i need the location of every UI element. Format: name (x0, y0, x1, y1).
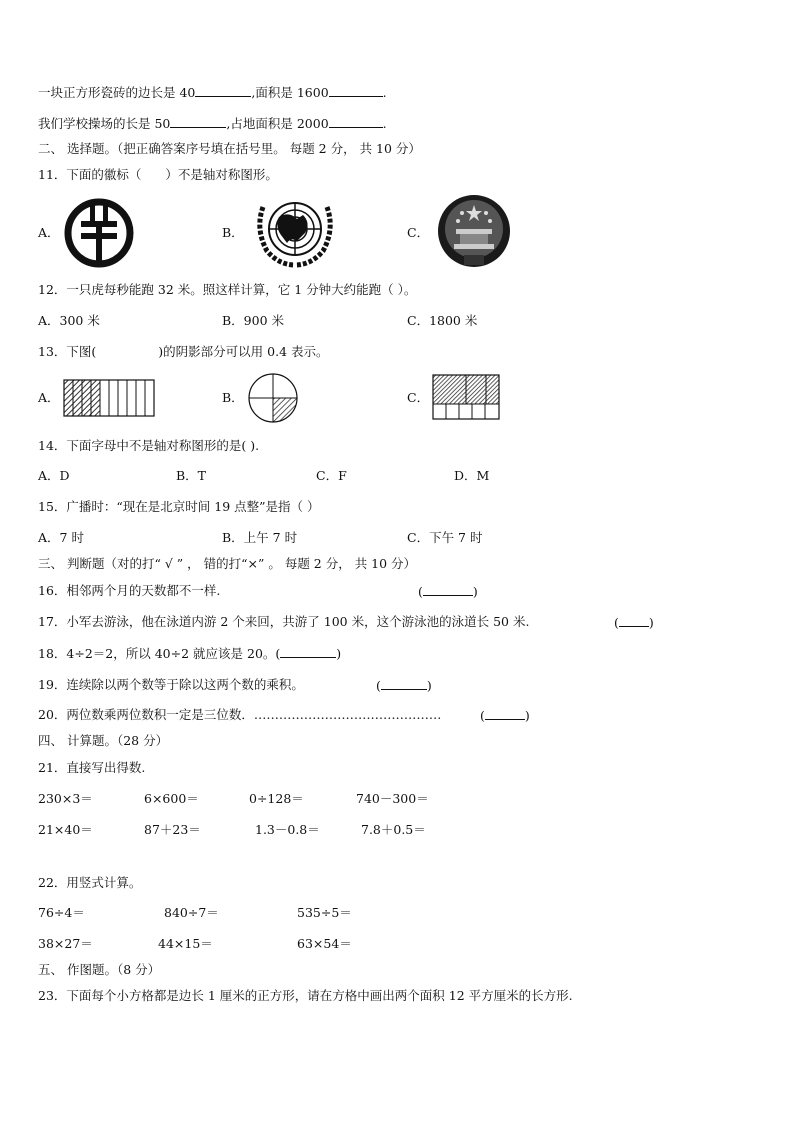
section-3-title: 三、 判断题（对的打“ √ ” ， 错的打“×” 。 每题 2 分， 共 10 分） (38, 556, 417, 571)
q11-label-c[interactable]: C． (407, 225, 430, 240)
q22-item: 38×27＝ (38, 936, 93, 951)
q21-item: 7.8＋0.5＝ (361, 822, 426, 837)
section-2-title: 二、 选择题。（把正确答案序号填在括号里。 每题 2 分， 共 10 分） (38, 141, 421, 156)
q18-answer-paren[interactable]: ( ) (275, 646, 342, 661)
q14-stem: 14．下面字母中不是轴对称图形的是( ). (38, 438, 260, 453)
q15-option-b[interactable]: B．上午 7 时 (222, 530, 298, 545)
q15-stem: 15．广播时：“现在是北京时间 19 点整”是指（ ） (38, 499, 320, 514)
q22-item: 76÷4＝ (38, 905, 85, 920)
q11-stem-b: ）不是轴对称图形。 (165, 167, 278, 182)
q21-item: 21×40＝ (38, 822, 93, 837)
q12-stem: 12．一只虎每秒能跑 32 米。照这样计算，它 1 分钟大约能跑（ ）。 (38, 282, 417, 297)
q17-stem: 17．小军去游泳，他在泳道内游 2 个来回，共游了 100 米，这个游泳池的泳道长 50 米. (38, 614, 530, 629)
answer-blank[interactable] (329, 84, 383, 97)
fill-text: 我们学校操场的长是 50 (38, 116, 171, 131)
q21-item: 0÷128＝ (249, 791, 304, 806)
q14-option-a[interactable]: A．D (38, 468, 70, 483)
q17-answer-paren[interactable]: ( ) (614, 615, 654, 630)
q21-stem: 21．直接写出得数. (38, 760, 146, 775)
q15-option-a[interactable]: A．7 时 (38, 530, 84, 545)
q12-option-c[interactable]: C．1800 米 (407, 313, 478, 328)
answer-blank[interactable] (170, 115, 226, 128)
q22-item: 63×54＝ (297, 936, 352, 951)
fill-text: ,面积是 1600 (251, 85, 329, 100)
q16-answer-paren[interactable]: ( ) (418, 584, 478, 599)
answer-blank[interactable] (329, 115, 383, 128)
strip-figure-a (63, 379, 155, 417)
q11-stem-a: 11．下面的徽标（ (38, 167, 142, 182)
q18-stem (38, 645, 341, 662)
q23-stem: 23．下面每个小方格都是边长 1 厘米的正方形，请在方格中画出两个面积 12 平方厘米的长方形. (38, 988, 573, 1003)
bank-emblem-icon (63, 197, 135, 269)
q13-label-b[interactable]: B． (222, 390, 244, 405)
q20-stem: 20．两位数乘两位数积一定是三位数．……………………………………… (38, 707, 442, 722)
fill-text: ,占地面积是 2000 (226, 116, 329, 131)
q19-stem: 19．连续除以两个数等于除以这两个数的乘积。 (38, 677, 304, 692)
q19-answer-paren[interactable]: ( ) (376, 678, 432, 693)
q21-item: 230×3＝ (38, 791, 93, 806)
circle-figure-b (248, 373, 298, 423)
q14-option-d[interactable]: D．M (454, 468, 490, 483)
q22-item: 535÷5＝ (297, 905, 352, 920)
fill-line-1 (38, 84, 387, 101)
q13-label-a[interactable]: A． (38, 390, 60, 405)
q13-stem-b: )的阴影部分可以用 0.4 表示。 (158, 344, 329, 359)
fill-text: . (382, 116, 387, 131)
q22-item: 44×15＝ (158, 936, 213, 951)
q12-option-b[interactable]: B．900 米 (222, 313, 285, 328)
q21-item: 1.3－0.8＝ (255, 822, 320, 837)
fill-line-2 (38, 115, 387, 132)
q11-label-b[interactable]: B． (222, 225, 244, 240)
q21-item: 87＋23＝ (144, 822, 201, 837)
q11-stem (38, 167, 278, 183)
q18-stem-text: 18．4÷2＝2，所以 40÷2 就应该是 20。 (38, 646, 276, 661)
answer-blank[interactable] (195, 84, 251, 97)
q22-stem: 22．用竖式计算。 (38, 875, 142, 890)
q22-item: 840÷7＝ (164, 905, 219, 920)
fill-text: 一块正方形瓷砖的边长是 40 (38, 85, 196, 100)
q16-stem: 16．相邻两个月的天数都不一样. (38, 583, 221, 598)
globe-wreath-icon (249, 193, 341, 269)
q14-option-c[interactable]: C．F (316, 468, 347, 483)
q20-answer-paren[interactable]: ( ) (480, 708, 530, 723)
q13-stem-a: 13．下图( (38, 344, 97, 359)
section-4-title: 四、 计算题。（28 分） (38, 733, 169, 748)
q13-stem (38, 344, 329, 360)
national-emblem-icon (436, 193, 512, 269)
q14-option-b[interactable]: B．T (176, 468, 207, 483)
q13-label-c[interactable]: C． (407, 390, 430, 405)
fill-text: . (382, 85, 387, 100)
q21-item: 6×600＝ (144, 791, 199, 806)
q12-option-a[interactable]: A．300 米 (38, 313, 100, 328)
section-5-title: 五、 作图题。（8 分） (38, 962, 161, 977)
grid-figure-c (432, 374, 500, 420)
q21-item: 740－300＝ (356, 791, 429, 806)
q15-option-c[interactable]: C．下午 7 时 (407, 530, 483, 545)
q11-label-a[interactable]: A． (38, 225, 60, 240)
